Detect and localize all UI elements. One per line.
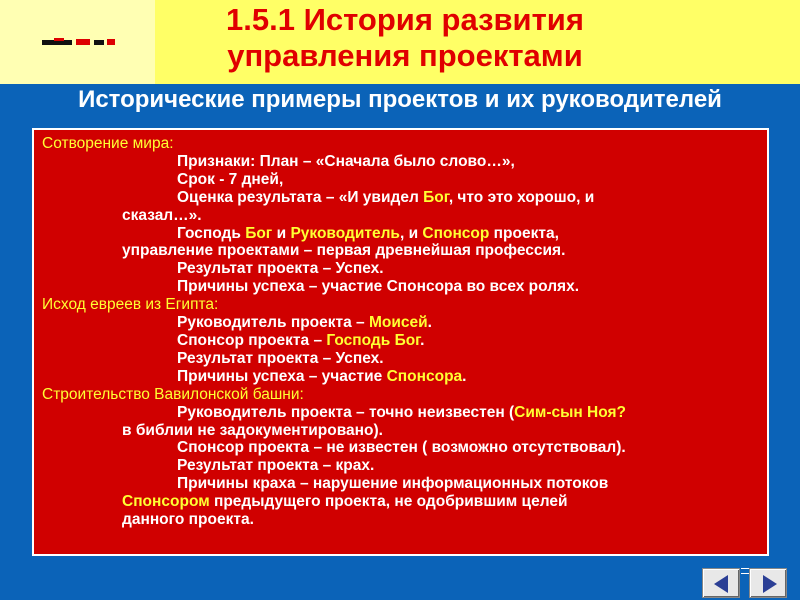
text-line: Срок - 7 дней, bbox=[177, 170, 284, 188]
divider bbox=[741, 568, 749, 574]
text-line: данного проекта. bbox=[122, 511, 254, 529]
previous-slide-button[interactable] bbox=[702, 568, 740, 598]
logo-icon bbox=[42, 38, 118, 46]
text-line: Спонсор проекта – не известен ( возможно отсутствовал). bbox=[177, 439, 626, 457]
highlight-text: Сим-сын Ноя? bbox=[514, 403, 627, 421]
page-title bbox=[150, 2, 660, 74]
text-line: Причины краха – нарушение информационных потоков bbox=[177, 475, 609, 493]
page-subtitle: Исторические примеры проектов и их руководителей bbox=[78, 86, 722, 113]
section-heading: Исход евреев из Египта: bbox=[42, 296, 219, 314]
text-line bbox=[42, 493, 767, 511]
text-line bbox=[42, 368, 767, 386]
highlight-text: Бог bbox=[423, 188, 449, 206]
triangle-left-icon bbox=[703, 569, 741, 599]
text-line: управление проектами – первая древнейшая профессия. bbox=[122, 242, 566, 260]
triangle-right-icon bbox=[750, 569, 788, 599]
text-line: Результат проекта – Успех. bbox=[177, 349, 384, 367]
text-line bbox=[42, 404, 767, 422]
text-line: Признаки: План – «Сначала было слово…», bbox=[177, 152, 515, 170]
text-line: Результат проекта – Успех. bbox=[177, 260, 384, 278]
text-span: Руководитель проекта – bbox=[177, 314, 369, 332]
highlight-text: Господь Бог bbox=[326, 331, 421, 349]
highlight-text: Спонсора bbox=[386, 367, 463, 385]
logo-area bbox=[0, 0, 155, 84]
highlight-text: Бог bbox=[245, 224, 273, 242]
text-span: Руководитель проекта – точно неизвестен ( bbox=[177, 403, 515, 421]
text-span: и bbox=[272, 224, 291, 242]
text-line: Результат проекта – крах. bbox=[177, 457, 375, 475]
text-span: , что это хорошо, и bbox=[448, 188, 595, 206]
text-span: проекта, bbox=[489, 224, 559, 242]
text-span: Оценка результата – «И увидел bbox=[177, 188, 424, 206]
highlight-text: Спонсором bbox=[122, 493, 210, 511]
text-span: . bbox=[420, 331, 425, 349]
highlight-text: Моисей bbox=[368, 314, 428, 332]
highlight-text: Спонсор bbox=[422, 224, 490, 242]
text-line bbox=[42, 314, 767, 332]
text-span: предыдущего проекта, не одобрившим целей bbox=[209, 493, 568, 511]
text-span: Причины успеха – участие bbox=[177, 367, 387, 385]
text-line bbox=[42, 225, 767, 243]
text-line: сказал…». bbox=[122, 206, 202, 224]
text-span: . bbox=[462, 367, 467, 385]
text-span: . bbox=[427, 314, 432, 332]
next-slide-button[interactable] bbox=[749, 568, 787, 598]
section-heading: Строительство Вавилонской башни: bbox=[42, 385, 304, 403]
text-line: Причины успеха – участие Спонсора во всех ролях. bbox=[177, 278, 580, 296]
text-line: в библии не задокументировано). bbox=[122, 421, 383, 439]
text-span: Спонсор проекта – bbox=[177, 331, 327, 349]
text-span: , и bbox=[399, 224, 423, 242]
section-heading: Сотворение мира: bbox=[42, 135, 174, 152]
text-line bbox=[42, 189, 767, 207]
content-text bbox=[42, 135, 767, 529]
highlight-text: Руководитель bbox=[290, 224, 400, 242]
text-line bbox=[42, 332, 767, 350]
text-span: Господь bbox=[177, 224, 246, 242]
title-line-1: 1.5.1 История развития bbox=[226, 2, 584, 37]
title-line-2: управления проектами bbox=[227, 38, 583, 73]
